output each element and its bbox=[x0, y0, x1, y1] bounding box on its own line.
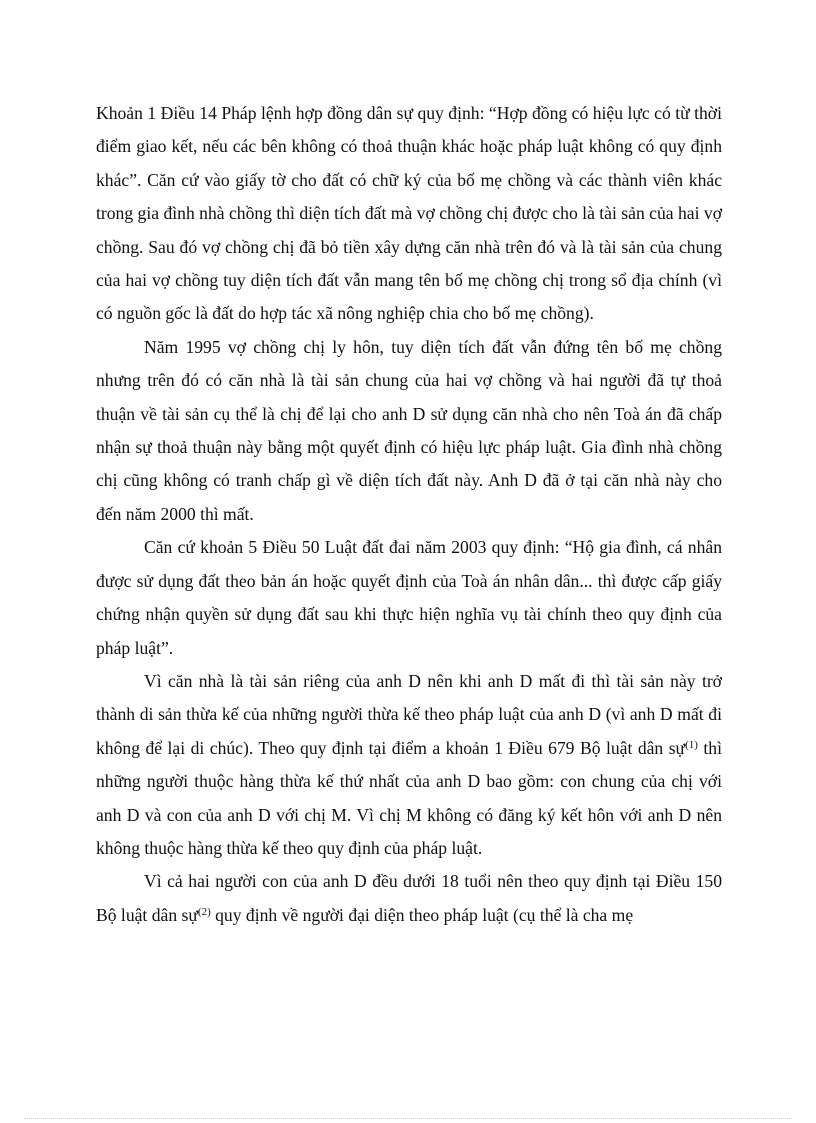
paragraph-4-text-a: Vì căn nhà là tài sản riêng của anh D nên khi anh D mất đi thì tài sản này trở thành di sản thừa kế của những người thừa kế theo pháp luật của anh D (vì anh D mất đi không để lại di chúc). Theo quy định tại điểm a khoản 1 Điều 679 Bộ luật dân sự bbox=[96, 670, 722, 758]
page-bottom-divider bbox=[24, 1118, 792, 1119]
paragraph-3-text: Căn cứ khoản 5 Điều 50 Luật đất đai năm 2003 quy định: “Hộ gia đình, cá nhân được sử dụng đất theo bản án hoặc quyết định của Toà án nhân dân... thì được cấp giấy chứng nhận quyền sử dụng đất sau khi thực hiện nghĩa vụ tài chính theo quy định của pháp luật”. bbox=[96, 537, 722, 658]
footnote-ref-2: (2) bbox=[197, 905, 211, 918]
paragraph-3 bbox=[96, 531, 722, 665]
document-body bbox=[96, 97, 722, 932]
footnote-ref-1: (1) bbox=[685, 738, 698, 751]
paragraph-5 bbox=[96, 865, 722, 932]
paragraph-4 bbox=[96, 665, 722, 865]
paragraph-4-text-b: thì những người thuộc hàng thừa kế thứ nhất của anh D bao gồm: con chung của chị với anh D và con của anh D với chị M. Vì chị M không có đăng ký kết hôn với anh D nên không thuộc hàng thừa kế theo quy định của pháp luật. bbox=[96, 737, 722, 858]
paragraph-1 bbox=[96, 97, 722, 331]
paragraph-1-text: Khoản 1 Điều 14 Pháp lệnh hợp đồng dân sự quy định: “Hợp đồng có hiệu lực có từ thời điểm giao kết, nếu các bên không có thoả thuận khác hoặc pháp luật không có quy định khác”. Căn cứ vào giấy tờ cho đất có chữ ký của bố mẹ chồng và các thành viên khác trong gia đình nhà chồng thì diện tích đất mà vợ chồng chị được cho là tài sản của hai vợ chồng. Sau đó vợ chồng chị đã bỏ tiền xây dựng căn nhà trên đó và là tài sản của chung của hai vợ chồng tuy diện tích đất vẫn mang tên bố mẹ chồng chị trong sổ địa chính (vì có nguồn gốc là đất do hợp tác xã nông nghiệp chia cho bố mẹ chồng). bbox=[96, 103, 722, 324]
paragraph-5-text-b: quy định về người đại diện theo pháp luật (cụ thể là cha mẹ bbox=[210, 904, 634, 925]
paragraph-2-text: Năm 1995 vợ chồng chị ly hôn, tuy diện tích đất vẫn đứng tên bố mẹ chồng nhưng trên đó có căn nhà là tài sản chung của hai vợ chồng và hai người đã tự thoả thuận về tài sản cụ thể là chị để lại cho anh D sử dụng căn nhà cho nên Toà án đã chấp nhận sự thoả thuận này bằng một quyết định có hiệu lực pháp luật. Gia đình nhà chồng chị cũng không có tranh chấp gì về diện tích đất này. Anh D đã ở tại căn nhà này cho đến năm 2000 thì mất. bbox=[96, 336, 722, 524]
paragraph-2 bbox=[96, 331, 722, 531]
paragraph-5-text-a: Vì cả hai người con của anh D đều dưới 18 tuổi nên theo quy định tại Điều 150 Bộ luật dân sự bbox=[96, 871, 722, 925]
